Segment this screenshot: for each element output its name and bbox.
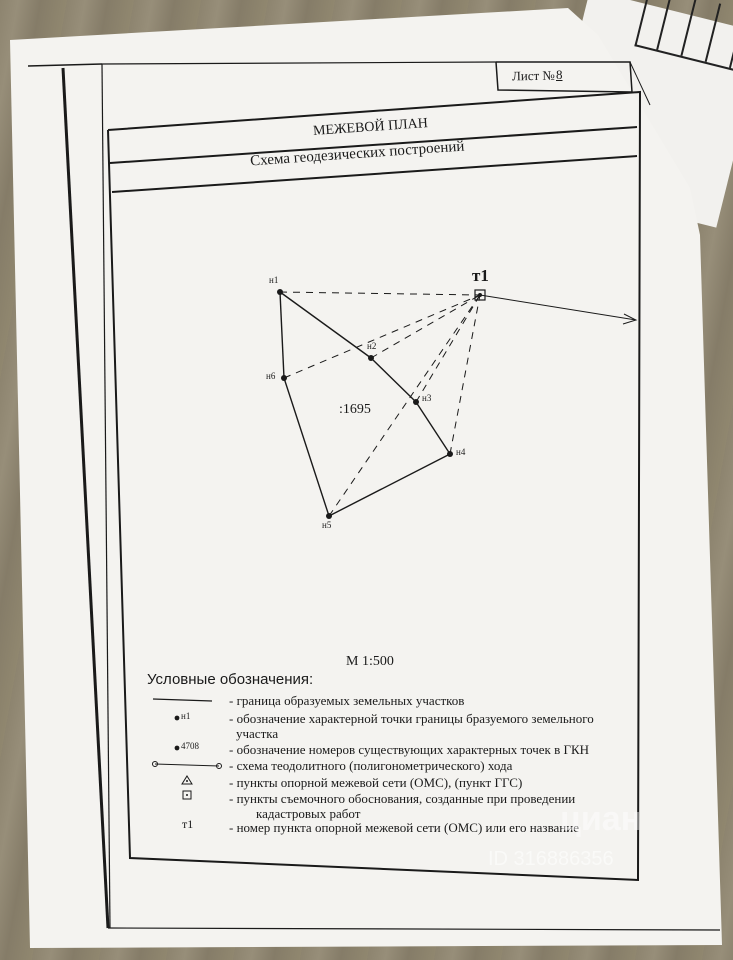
sheet-number: 8	[556, 67, 563, 82]
legend-symbol-point: н1	[181, 711, 191, 721]
diagram-subtitle: Схема геодезических построений	[249, 138, 465, 170]
point-label-n3: н3	[422, 393, 432, 403]
legend-symbol-station: т1	[182, 817, 194, 831]
legend-text-gkn: - обозначение номеров существующих характерных точек в ГКН	[229, 742, 590, 757]
point-label-n1: н1	[269, 275, 279, 285]
legend-text-boundary: - граница образуемых земельных участков	[229, 693, 465, 708]
legend-text-point-cont: участка	[236, 726, 279, 741]
point-label-n6: н6	[266, 371, 276, 381]
sheet-label: Лист №	[511, 67, 556, 84]
document-title: МЕЖЕВОЙ ПЛАН	[312, 116, 429, 139]
point-label-n5: н5	[322, 520, 332, 530]
watermark-id: ID 316886356	[488, 848, 614, 870]
legend-symbol-gkn: 4708	[181, 741, 199, 751]
station-label: т1	[472, 266, 489, 285]
legend-title: Условные обозначения:	[147, 671, 314, 688]
parcel-label: :1695	[339, 402, 371, 417]
legend-text-traverse: - схема теодолитного (полигонометрического) хода	[229, 758, 513, 773]
legend-text-survey-cont: кадастровых работ	[256, 806, 361, 821]
legend-text-point: - обозначение характерной точки границы бразуемого земельного	[229, 711, 594, 726]
legend-text-oms: - пункты опорной межевой сети (ОМС), (пункт ГГС)	[229, 775, 523, 790]
watermark-logo: циан	[560, 800, 642, 838]
scale-label: М 1:500	[346, 654, 394, 669]
point-label-n4: н4	[456, 447, 466, 457]
legend-text-station: - номер пункта опорной межевой сети (ОМС) или его название	[229, 820, 579, 835]
legend-text-survey: - пункты съемочного обоснования, созданные при проведении	[229, 791, 576, 806]
point-label-n2: н2	[367, 341, 377, 351]
survey-lines	[280, 292, 480, 516]
